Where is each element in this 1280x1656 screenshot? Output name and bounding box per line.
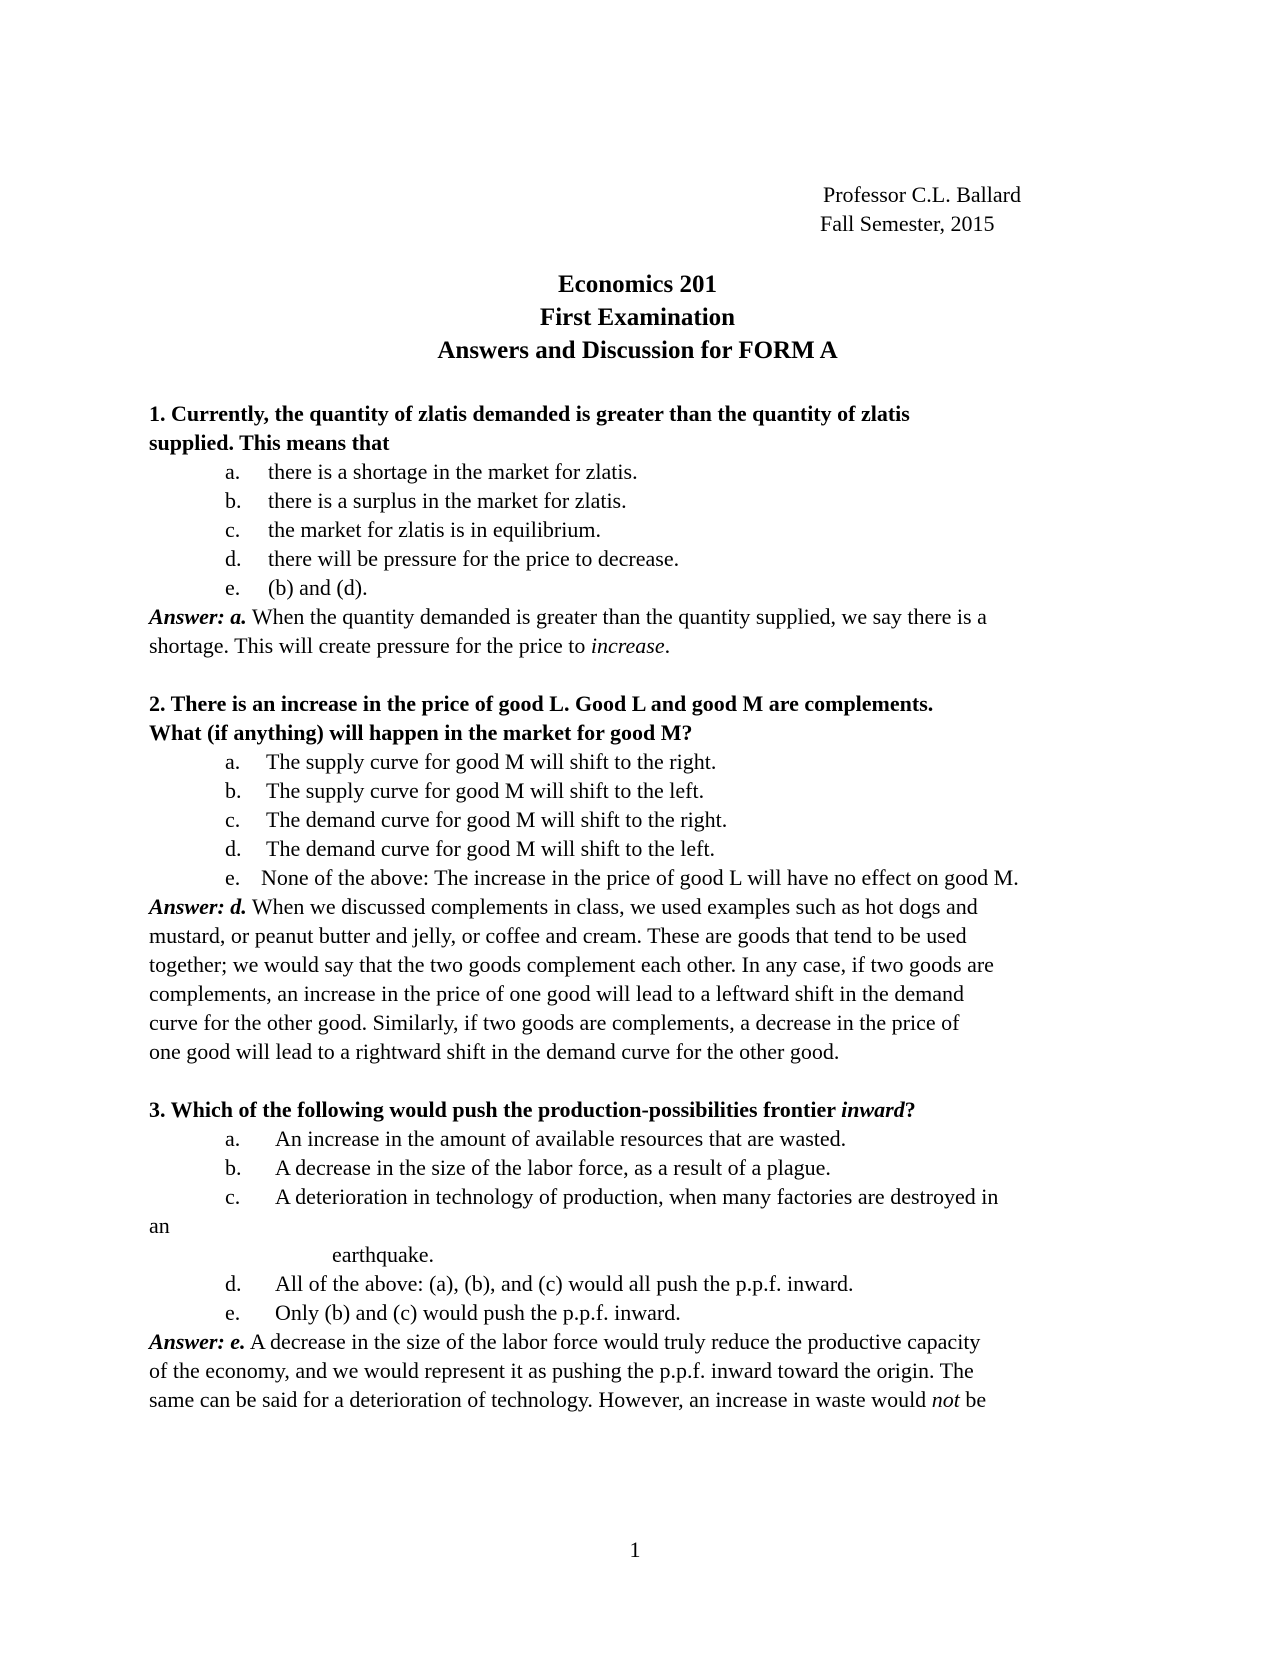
question-emphasis: inward: [841, 1097, 905, 1122]
answer-label: Answer: e.: [149, 1329, 246, 1354]
option-text: An increase in the amount of available resources that are wasted.: [275, 1126, 847, 1151]
option-text: Only (b) and (c) would push the p.p.f. inward.: [275, 1300, 681, 1325]
option-text: The demand curve for good M will shift to the right.: [266, 807, 728, 832]
option-a: [149, 1124, 1129, 1153]
option-text: The supply curve for good M will shift to the right.: [266, 749, 717, 774]
option-b: [149, 776, 1129, 805]
exam-title: First Examination: [539, 304, 736, 331]
question-line: What (if anything) will happen in the market for good M?: [149, 720, 693, 745]
option-d: [149, 544, 1129, 573]
option-letter: a.: [225, 459, 241, 484]
option-letter: c.: [225, 517, 241, 542]
options-list: [149, 1269, 1129, 1327]
question-1: [149, 399, 1129, 660]
option-d: [149, 834, 1129, 863]
answer-text: .: [664, 633, 671, 658]
option-letter: e.: [225, 865, 241, 890]
option-letter: a.: [225, 1126, 241, 1151]
question-line: ?: [904, 1097, 916, 1122]
answer-text: complements, an increase in the price of one good will lead to a leftward shift in the demand: [149, 981, 964, 1006]
answer-emphasis: increase: [590, 633, 665, 658]
option-letter: e.: [225, 575, 241, 600]
answer-text: curve for the other good. Similarly, if two goods are complements, a decrease in the price of: [149, 1010, 960, 1035]
header-block: [820, 180, 1021, 238]
option-text: there is a surplus in the market for zlatis.: [268, 488, 627, 513]
professor-name: Professor C.L. Ballard: [823, 182, 1021, 207]
options-list: [149, 747, 1129, 892]
option-a: [149, 747, 1129, 776]
question-line: 1. Currently, the quantity of zlatis demanded is greater than the quantity of zlatis: [149, 401, 910, 426]
option-c: [149, 515, 1129, 544]
answer-text: When the quantity demanded is greater than the quantity supplied, we say there is a: [246, 604, 987, 629]
option-letter: d.: [225, 1271, 242, 1296]
form-title: Answers and Discussion for FORM A: [437, 337, 838, 364]
option-b: [149, 486, 1129, 515]
option-letter: e.: [225, 1300, 241, 1325]
answer-text: be: [959, 1387, 987, 1412]
option-b: [149, 1153, 1129, 1182]
option-a: [149, 457, 1129, 486]
option-e: [149, 863, 1129, 892]
answer-text: When we discussed complements in class, we used examples such as hot dogs and: [246, 894, 978, 919]
option-letter: b.: [225, 488, 242, 513]
option-text: The demand curve for good M will shift to the left.: [266, 836, 716, 861]
answer-text: together; we would say that the two goods complement each other. In any case, if two goods are: [149, 952, 994, 977]
question-text: [149, 399, 1129, 457]
option-text: A deterioration in technology of production, when many factories are destroyed in: [275, 1184, 999, 1209]
question-3: [149, 1095, 1129, 1414]
answer-text: one good will lead to a rightward shift in the demand curve for the other good.: [149, 1039, 840, 1064]
spacer: [149, 1066, 1129, 1095]
option-d: [149, 1269, 1129, 1298]
semester: Fall Semester, 2015: [820, 211, 995, 236]
title-block: [0, 268, 1275, 367]
answer-text: A decrease in the size of the labor force would truly reduce the productive capacity: [245, 1329, 981, 1354]
answer-text: same can be said for a deterioration of technology. However, an increase in waste would: [149, 1387, 932, 1412]
document-body: [149, 399, 1129, 1414]
option-e: [149, 573, 1129, 602]
option-letter: d.: [225, 836, 242, 861]
option-letter: d.: [225, 546, 242, 571]
answer-2: [149, 892, 1129, 1066]
wrapped-word: earthquake.: [332, 1242, 434, 1267]
option-letter: b.: [225, 1155, 242, 1180]
question-text: [149, 689, 1129, 747]
option-e: [149, 1298, 1129, 1327]
course-title: Economics 201: [557, 271, 718, 298]
options-list: [149, 1124, 1129, 1211]
option-c: [149, 1182, 1129, 1211]
question-2: [149, 689, 1129, 1066]
spacer: [149, 660, 1129, 689]
option-letter: b.: [225, 778, 242, 803]
options-list: [149, 457, 1129, 602]
option-text: there will be pressure for the price to decrease.: [268, 546, 680, 571]
option-text: None of the above: The increase in the price of good L will have no effect on good M.: [261, 865, 1019, 890]
option-text: there is a shortage in the market for zlatis.: [268, 459, 638, 484]
page-number: 1: [629, 1537, 641, 1562]
answer-text: of the economy, and we would represent it as pushing the p.p.f. inward toward the origin. The: [149, 1358, 974, 1383]
option-text: All of the above: (a), (b), and (c) would all push the p.p.f. inward.: [275, 1271, 854, 1296]
question-line: 2. There is an increase in the price of good L. Good L and good M are complements.: [149, 691, 934, 716]
option-letter: c.: [225, 807, 241, 832]
answer-text: mustard, or peanut butter and jelly, or coffee and cream. These are goods that tend to be used: [149, 923, 967, 948]
answer-3: [149, 1327, 1129, 1414]
option-text: A decrease in the size of the labor force, as a result of a plague.: [275, 1155, 831, 1180]
question-line: supplied. This means that: [149, 430, 390, 455]
question-text: [149, 1095, 1129, 1124]
option-text: The supply curve for good M will shift to the left.: [266, 778, 705, 803]
option-text: the market for zlatis is in equilibrium.: [268, 517, 601, 542]
option-letter: c.: [225, 1184, 241, 1209]
option-text: (b) and (d).: [268, 575, 368, 600]
answer-label: Answer: a.: [149, 604, 247, 629]
answer-1: [149, 602, 1129, 660]
wrapped-word: an: [149, 1213, 170, 1238]
question-line: 3. Which of the following would push the production-possibilities frontier: [149, 1097, 842, 1122]
option-c: [149, 805, 1129, 834]
answer-label: Answer: d.: [149, 894, 247, 919]
answer-emphasis: not: [931, 1387, 960, 1412]
answer-text: shortage. This will create pressure for the price to: [149, 633, 591, 658]
option-letter: a.: [225, 749, 241, 774]
